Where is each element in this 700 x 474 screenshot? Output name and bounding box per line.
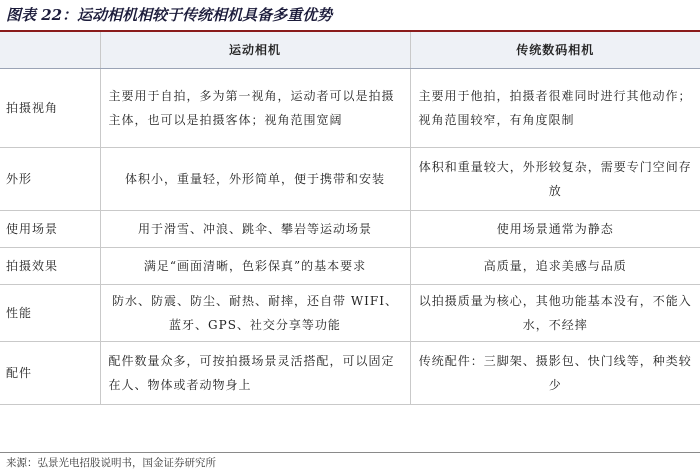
table-header-row [0,32,700,69]
traditional-camera-cell: 体积和重量较大，外形较复杂，需要专门空间存放 [410,148,700,211]
row-label: 拍摄视角 [0,69,100,148]
traditional-camera-cell: 使用场景通常为静态 [410,211,700,248]
row-label: 配件 [0,342,100,405]
header-empty-cell [0,32,100,69]
traditional-camera-cell: 主要用于他拍，拍摄者很难同时进行其他动作；视角范围较窄，有角度限制 [410,69,700,148]
footer-divider [0,452,700,453]
action-camera-cell: 满足“画面清晰，色彩保真”的基本要求 [100,248,410,285]
table-row [0,211,700,248]
action-camera-cell: 体积小，重量轻，外形简单，便于携带和安装 [100,148,410,211]
table-row [0,248,700,285]
action-camera-cell: 用于滑雪、冲浪、跳伞、攀岩等运动场景 [100,211,410,248]
header-action-camera: 运动相机 [100,32,410,69]
action-camera-cell: 防水、防震、防尘、耐热、耐摔，还自带 WIFI、蓝牙、GPS、社交分享等功能 [100,285,410,342]
figure-title: 图表 22：运动相机相较于传统相机具备多重优势 [6,6,333,24]
row-label: 拍摄效果 [0,248,100,285]
row-label: 使用场景 [0,211,100,248]
table-row [0,342,700,405]
traditional-camera-cell: 传统配件：三脚架、摄影包、快门线等，种类较少 [410,342,700,405]
action-camera-cell: 主要用于自拍，多为第一视角，运动者可以是拍摄主体，也可以是拍摄客体；视角范围宽阔 [100,69,410,148]
table-row [0,285,700,342]
comparison-table [0,32,700,405]
header-traditional-camera: 传统数码相机 [410,32,700,69]
source-note: 来源：弘景光电招股说明书，国金证券研究所 [6,457,216,469]
row-label: 性能 [0,285,100,342]
action-camera-cell: 配件数量众多，可按拍摄场景灵活搭配，可以固定在人、物体或者动物身上 [100,342,410,405]
traditional-camera-cell: 高质量，追求美感与品质 [410,248,700,285]
table-row [0,69,700,148]
row-label: 外形 [0,148,100,211]
traditional-camera-cell: 以拍摄质量为核心，其他功能基本没有，不能入水，不经摔 [410,285,700,342]
table-row [0,148,700,211]
